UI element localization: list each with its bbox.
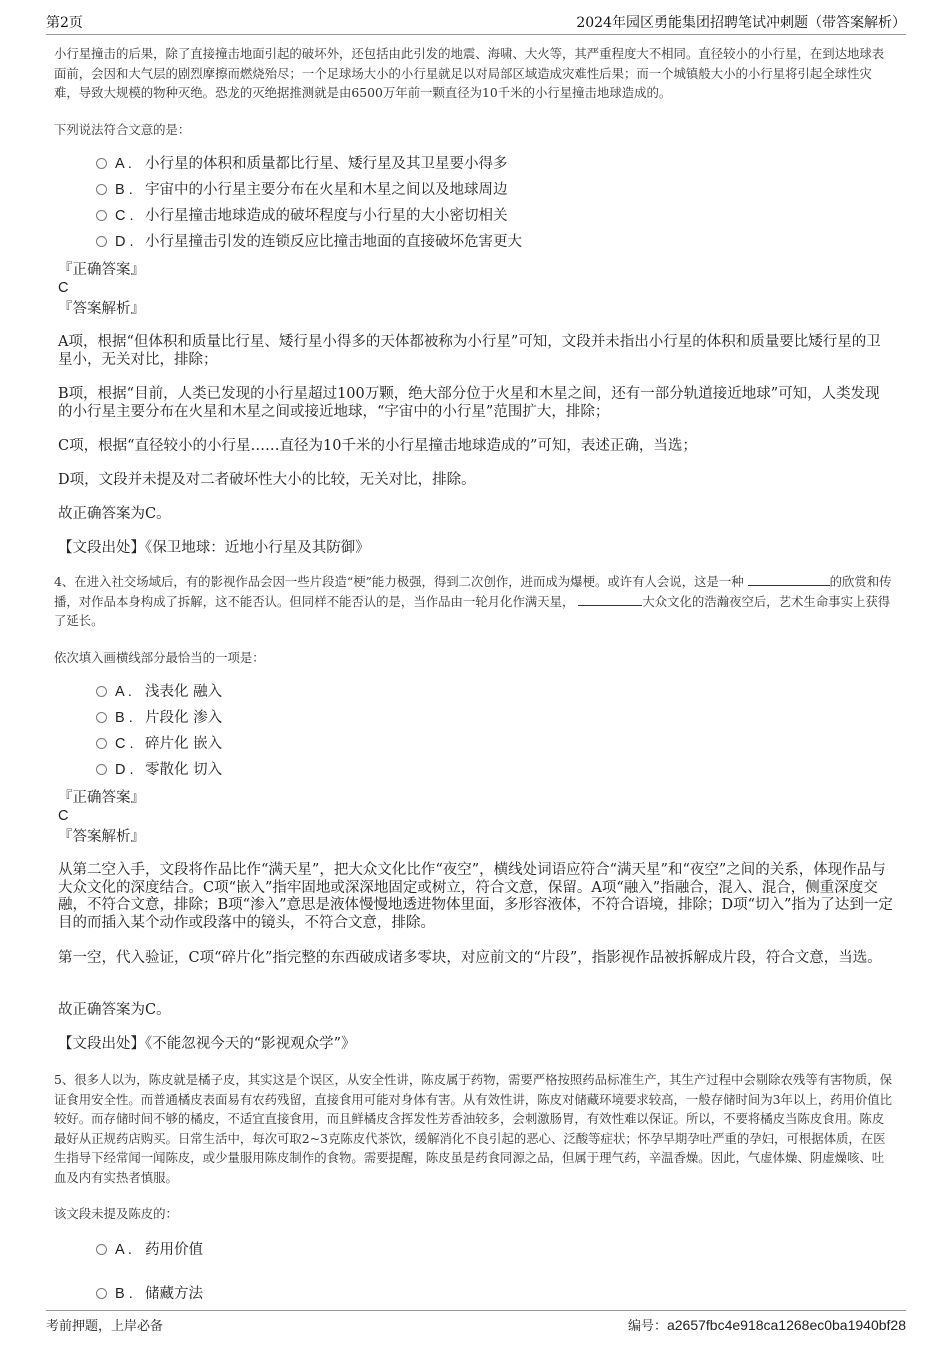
blank-1 [748,573,830,586]
q4-source: 【文段出处】《不能忽视今天的“影视观众学”》 [58,1036,356,1052]
radio-icon[interactable] [96,184,107,195]
q5-option-b[interactable]: B . 储藏方法 [96,1284,203,1304]
q3-analysis-a: A项，根据“但体积和质量比行星、矮行星小得多的天体都被称为小行星”可知，文段并未指出小行星的体积和质量要比矮行星的卫星小，无关对比，排除； [58,334,881,368]
q5-option-a[interactable]: A . 药用价值 [96,1240,203,1260]
q4-answer-label: 『正确答案』 [58,790,145,806]
q3-analysis-label: 『答案解析』 [58,301,145,317]
q3-analysis-d: D项，文段并未提及对二者破坏性大小的比较，无关对比，排除。 [58,472,476,488]
q4-option-b[interactable]: B . 片段化 渗入 [96,708,222,728]
q4-option-a[interactable]: A . 浅表化 融入 [96,682,222,702]
q4-conclusion: 故正确答案为C。 [58,1002,171,1018]
q5-stem: 5、很多人以为，陈皮就是橘子皮，其实这是个误区，从安全性讲，陈皮属于药物，需要严格按照药品标准生产，其生产过程中会剔除农残等有害物质，保证食用安全性。而普通橘皮表面易有农药残留，直接食用可能对身体有害。从有效性讲，陈皮对储藏环境要求较高，一般存储时间为3年以上，药用价值比较好。而存储时间不够的橘皮，不适宜直接食用，而且鲜橘皮含挥发性芳香油较多，会刺激肠胃，有效性难以保证。所以，不要将橘皮当陈皮食用。陈皮最好从正规药店购买。日常生活中，每次可取2~3克陈皮代茶饮，缓解消化不良引起的恶心、泛酸等症状；怀孕早期孕吐严重的孕妇，可根据体质，在医生指导下经常闻一闻陈皮，或少量服用陈皮制作的食物。需要提醒，陈皮虽是药食同源之品，但属于理气药，辛温香燥。因此，气虚体燥、阴虚燥咳、吐血及内有实热者慎服。 [54,1072,893,1185]
radio-icon[interactable] [96,738,107,749]
q3-option-a[interactable]: A . 小行星的体积和质量都比行星、矮行星及其卫星要小得多 [96,154,508,174]
q4-answer: C [58,808,69,824]
q5-prompt: 该文段未提及陈皮的： [54,1206,178,1221]
q4-analysis-1: 从第二空入手，文段将作品比作“满天星”，把大众文化比作“夜空”，横线处词语应符合“满天星”和“夜空”之间的关系，体现作品与大众文化的深度结合。C项“嵌入”指牢固地或深深地固定或树立，符合文意，保留。A项“融入”指融合，混入、混合，侧重深度交融，不符合文意，排除；B项“渗入”意思是液体慢慢地透进物体里面，多形容液体，不符合语境，排除；D项“切入”指为了达到一定目的而插入某个动作或段落中的镜头，不符合文意，排除。 [58,862,893,931]
q3-answer: C [58,280,69,296]
q4-analysis-label: 『答案解析』 [58,829,145,845]
document-code: 编号：a2657fbc4e918ca1268ec0ba1940bf28 [627,1317,906,1334]
radio-icon[interactable] [96,1244,107,1255]
q3-source: 【文段出处】《保卫地球：近地小行星及其防御》 [58,540,370,556]
q3-answer-label: 『正确答案』 [58,262,145,278]
radio-icon[interactable] [96,1288,107,1299]
q3-analysis-c: C项，根据“直径较小的小行星……直径为10千米的小行星撞击地球造成的”可知，表述正确，当选； [58,438,697,454]
page-header [46,12,906,35]
radio-icon[interactable] [96,764,107,775]
page-number: 第2页 [46,15,83,31]
footer-slogan: 考前押题，上岸必备 [46,1319,164,1334]
radio-icon[interactable] [96,686,107,697]
radio-icon[interactable] [96,158,107,169]
radio-icon[interactable] [96,210,107,221]
q4-analysis-2: 第一空，代入验证，C项“碎片化”指完整的东西破成诸多零块，对应前文的“片段”，指影视作品被拆解成片段，符合文意，当选。 [58,950,882,966]
q4-stem: 4、在进入社交场域后，有的影视作品会因一些片段造“梗”能力极强，得到二次创作，进而成为爆梗。或许有人会说，这是一种 的欣赏和传播，对作品本身构成了拆解，这不能否认。但同样不能否认的是，当作品由一轮月化作满天星， 大众文化的浩瀚夜空后，艺术生命事实上获得了延长。 [54,574,892,628]
q4-prompt: 依次填入画横线部分最恰当的一项是： [54,650,265,665]
q3-passage: 小行星撞击的后果，除了直接撞击地面引起的破坏外，还包括由此引发的地震、海啸、大火等，其严重程度大不相同。直径较小的小行星，在到达地球表面前，会因和大气层的剧烈摩擦而燃烧殆尽；一个足球场大小的小行星就足以对局部区域造成灾难性后果；而一个城镇般大小的小行星将引起全球性灾难，导致大规模的物种灭绝。恐龙的灭绝据推测就是由6500万年前一颗直径为10千米的小行星撞击地球造成的。 [54,46,885,100]
q3-option-c[interactable]: C . 小行星撞击地球造成的破坏程度与小行星的大小密切相关 [96,206,508,226]
page-footer [46,1310,906,1333]
q3-prompt: 下列说法符合文意的是： [54,122,191,137]
q3-conclusion: 故正确答案为C。 [58,506,171,522]
q4-option-c[interactable]: C . 碎片化 嵌入 [96,734,222,754]
radio-icon[interactable] [96,712,107,723]
document-title: 2024年园区勇能集团招聘笔试冲刺题（带答案解析） [576,15,906,31]
q3-analysis-b: B项，根据“目前，人类已发现的小行星超过100万颗，绝大部分位于火星和木星之间，还有一部分轨道接近地球”可知，人类发现的小行星主要分布在火星和木星之间或接近地球，“宇宙中的小行星”范围扩大，排除； [58,386,880,420]
q3-option-b[interactable]: B . 宇宙中的小行星主要分布在火星和木星之间以及地球周边 [96,180,508,200]
blank-2 [578,593,642,606]
q3-option-d[interactable]: D . 小行星撞击引发的连锁反应比撞击地面的直接破坏危害更大 [96,232,522,252]
radio-icon[interactable] [96,236,107,247]
q4-option-d[interactable]: D . 零散化 切入 [96,760,222,780]
